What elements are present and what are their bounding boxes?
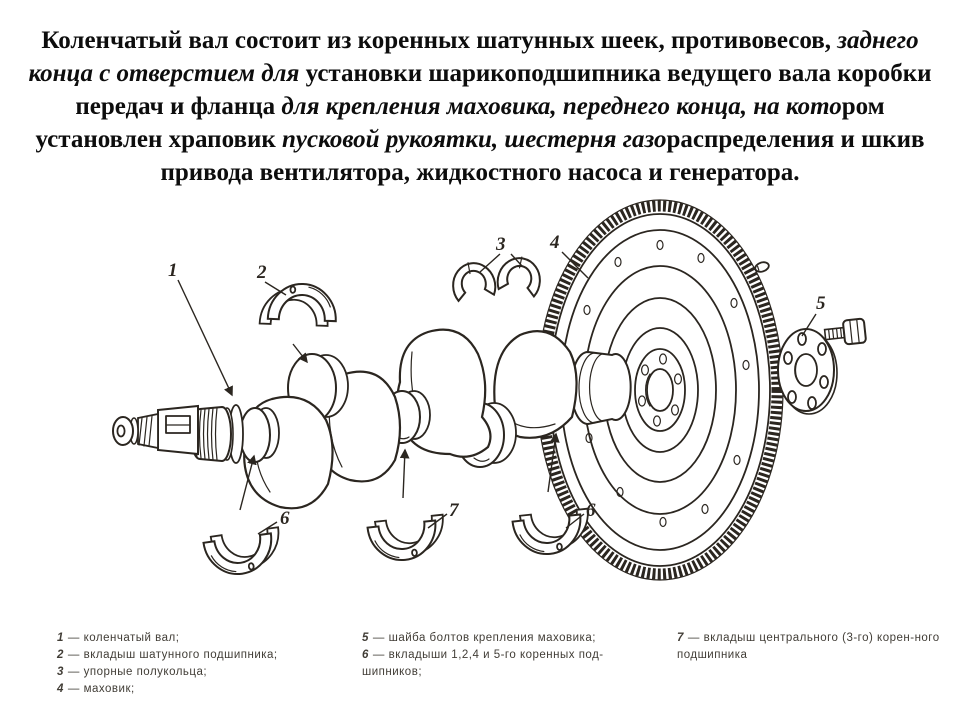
bearing-shell-left (203, 527, 284, 578)
bolt-drawing (824, 318, 866, 346)
legend-item (57, 630, 357, 647)
legend-item-text: — вкладыши 1,2,4 и 5-го коренных под-шипников; (362, 649, 604, 678)
legend-item (57, 647, 357, 664)
title-text: установки шарикоподшипника ведущего вала коробки (305, 60, 932, 87)
legend-item-number: 6 (362, 649, 369, 661)
part-label-2: 2 (257, 262, 267, 283)
legend-item-number: 4 (57, 683, 64, 695)
bearing-shell-top (260, 283, 337, 327)
legend-column-1 (57, 630, 357, 698)
bearing-shell-right (512, 509, 592, 558)
part-label-6b: 6 (586, 500, 596, 521)
legend-item-number: 3 (57, 666, 64, 678)
legend-item (362, 647, 654, 681)
title-text: привода вентилятора, жидкостного насоса и генератора. (160, 159, 800, 186)
legend-item-number: 2 (57, 649, 64, 661)
legend-column-2 (362, 630, 654, 681)
part-label-7: 7 (449, 500, 459, 521)
crankshaft-diagram (50, 192, 910, 637)
legend-item (57, 681, 357, 698)
title-text: передач и фланца (75, 93, 282, 120)
title-paragraph (20, 24, 940, 189)
legend-item-text: — вкладыш шатунного подшипника; (67, 649, 278, 661)
title-text: ром (841, 93, 885, 120)
title-line (20, 90, 940, 123)
part-label-5: 5 (816, 293, 826, 314)
pin-mark-icon (754, 261, 770, 274)
part-label-6a: 6 (280, 508, 290, 529)
title-text: Коленчатый вал состоит из коренных шатунных шеек, противовесов, (41, 27, 838, 54)
legend-item (57, 664, 357, 681)
title-text-italic: для крепления маховика, переднего конца, на кото (281, 93, 842, 120)
title-line (20, 156, 940, 189)
legend-item-number: 7 (677, 632, 684, 644)
title-text-italic: конца с отверстием для (28, 60, 306, 87)
part-label-4: 4 (550, 232, 560, 253)
legend-item (362, 630, 654, 647)
legend-item-number: 1 (57, 632, 64, 644)
thrust-halfring-right (496, 253, 545, 297)
title-text: распределения и шкив (666, 126, 925, 153)
title-line (20, 123, 940, 156)
legend-item-text: — шайба болтов крепления маховика; (372, 632, 596, 644)
legend-item-text: — вкладыш центрального (3-го) корен-ного подшипника (677, 632, 940, 661)
title-text-italic: пусковой рукоятки, шестерня газо (282, 126, 667, 153)
thrust-halfring-left (449, 259, 497, 302)
bearing-shell-center (367, 515, 447, 564)
legend-item-number: 5 (362, 632, 369, 644)
legend-column-3 (677, 630, 945, 664)
title-text: установлен храповик (35, 126, 283, 153)
title-line (20, 57, 940, 90)
title-line (20, 24, 940, 57)
title-text-italic: заднего (837, 27, 919, 54)
legend-item-text: — маховик; (67, 683, 135, 695)
legend-item (677, 630, 945, 664)
part-label-3: 3 (496, 234, 506, 255)
legend-item-text: — коленчатый вал; (67, 632, 180, 644)
part-label-1: 1 (168, 260, 178, 281)
washer-drawing (778, 329, 837, 414)
legend-item-text: — упорные полукольца; (67, 666, 208, 678)
